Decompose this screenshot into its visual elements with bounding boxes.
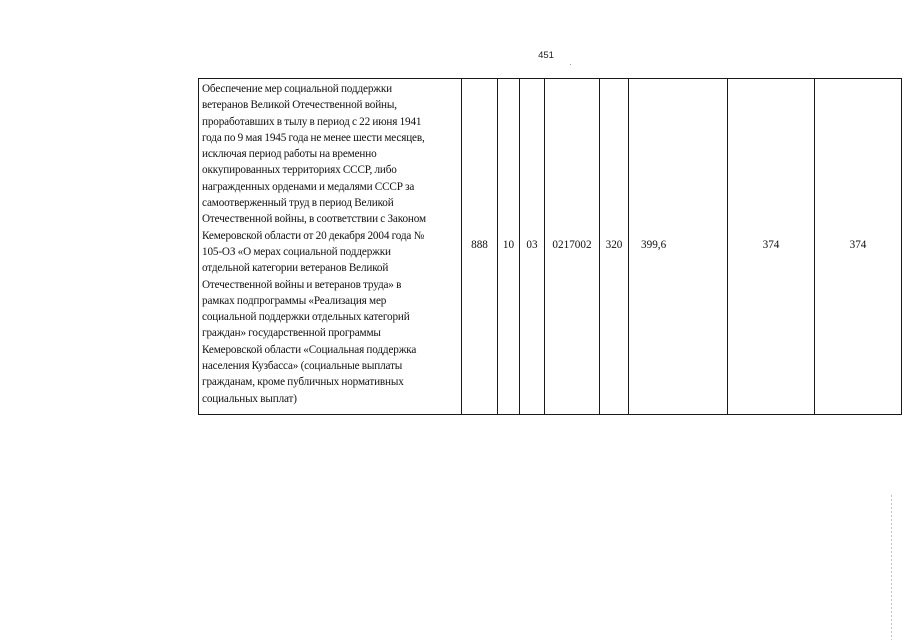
description-line: самоотверженный труд в период Великой — [202, 197, 394, 210]
description-line: ветеранов Великой Отечественной войны, — [202, 99, 397, 112]
description-line: оккупированных территориях СССР, либо — [202, 164, 397, 177]
description-line: награжденных орденами и медалями СССР за — [202, 180, 415, 193]
description-line: Кемеровской области «Социальная поддержка — [202, 343, 417, 356]
amount-year-1-cell: 399,6 — [629, 79, 728, 415]
description-line: исключая период работы на временно — [202, 148, 377, 161]
description-line: проработавших в тылу в период с 22 июня 1941 — [202, 115, 422, 128]
description-line: Отечественной войны и ветеранов труда» в — [202, 278, 402, 291]
amount-year-2-cell: 374 — [728, 79, 815, 415]
target-article-code-cell: 0217002 — [545, 79, 600, 415]
description-line: Кемеровской области от 20 декабря 2004 года № — [202, 229, 425, 242]
description-line: населения Кузбасса» (социальные выплаты — [202, 360, 403, 373]
description-line: рамках подпрограммы «Реализация мер — [202, 294, 387, 307]
description-line: Обеспечение мер социальной поддержки — [202, 83, 392, 95]
description-line: отдельной категории ветеранов Великой — [202, 262, 389, 275]
scan-speck — [570, 64, 571, 65]
description-line: социальных выплат) — [202, 392, 297, 405]
amount-year-3-cell: 374 — [815, 79, 902, 415]
budget-table — [198, 78, 902, 415]
description-line: года по 9 мая 1945 года не менее шести месяцев, — [202, 131, 425, 144]
page-number: 451 — [538, 50, 554, 61]
grbs-code-cell: 888 — [462, 79, 498, 415]
expense-description — [202, 81, 459, 407]
description-line: гражданам, кроме публичных нормативных — [202, 376, 404, 389]
scan-edge-artifact — [891, 495, 892, 640]
description-line: 105-ОЗ «О мерах социальной поддержки — [202, 245, 391, 258]
table-row — [199, 79, 902, 415]
description-line: социальной поддержки отдельных категорий — [202, 311, 410, 324]
expense-type-code-cell: 320 — [600, 79, 629, 415]
subsection-code-cell: 03 — [520, 79, 545, 415]
description-line: граждан» государственной программы — [202, 327, 381, 340]
description-line: Отечественной войны, в соответствии с Законом — [202, 213, 426, 226]
section-code-cell: 10 — [498, 79, 520, 415]
expense-description-cell — [199, 79, 462, 415]
